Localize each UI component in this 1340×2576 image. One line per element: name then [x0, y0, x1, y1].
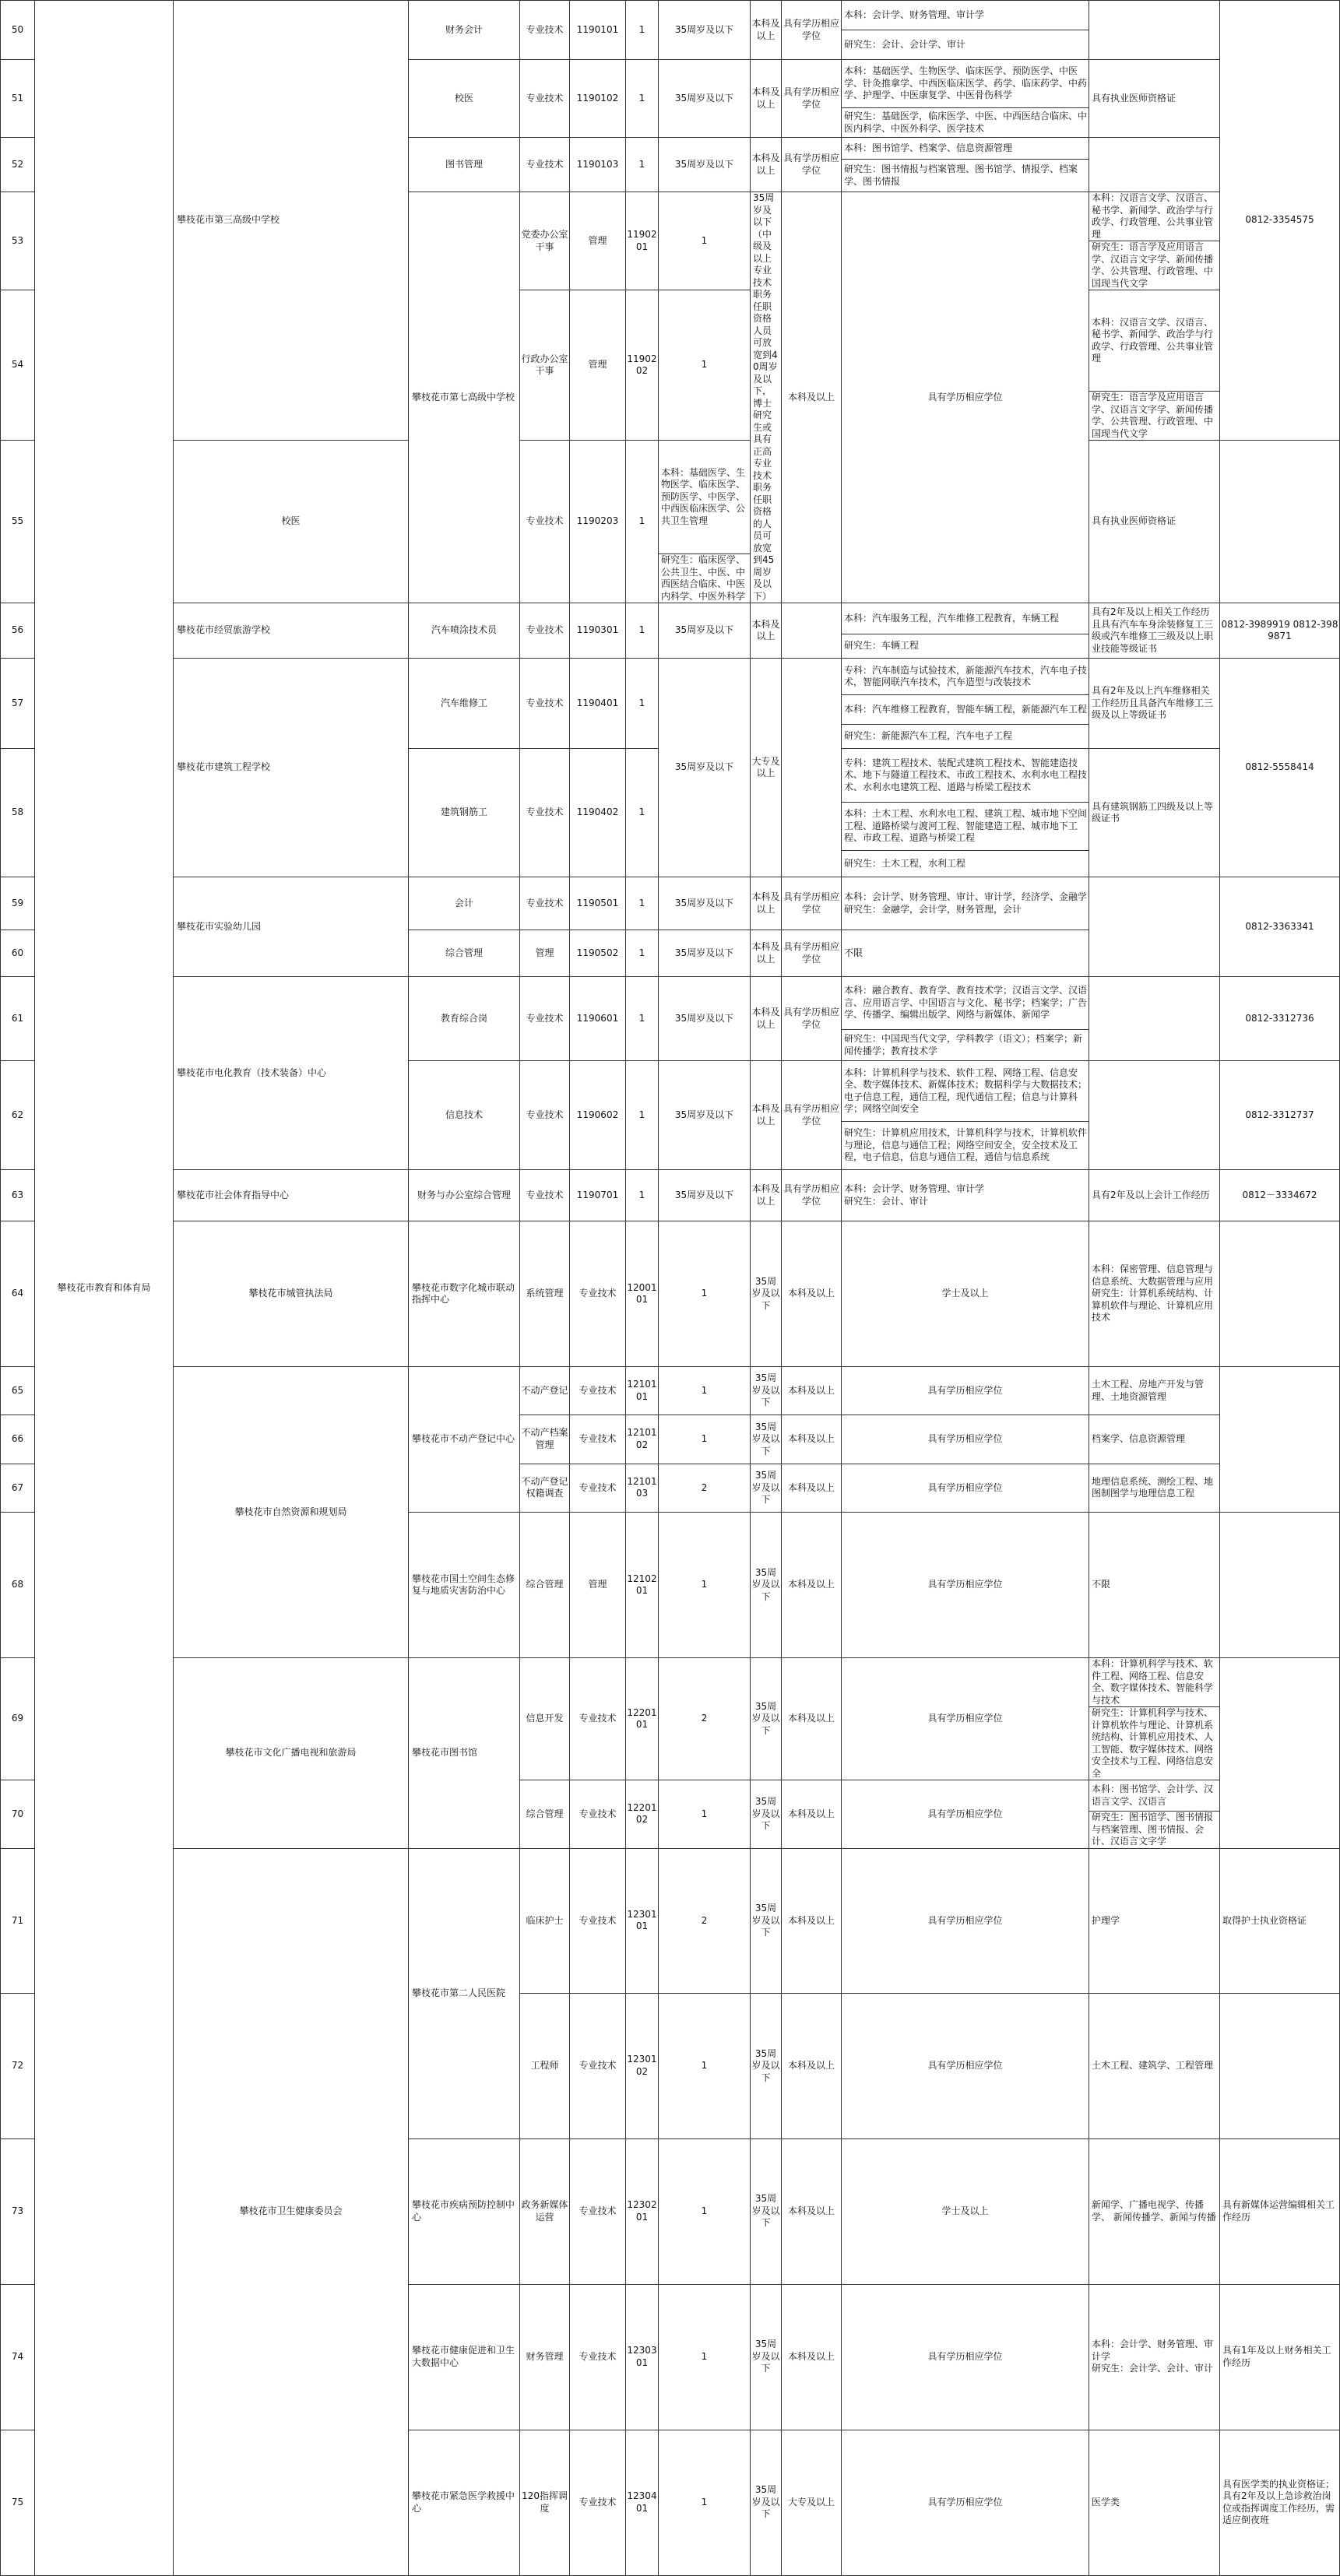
major: 专科：建筑工程技术、装配式建筑工程技术、智能建造技术、地下与隧道工程技术、市政工程技术、水利水电工程技术、水利水电建筑工程、道路与桥梁工程技术: [842, 749, 1089, 803]
post-count: 2: [659, 1658, 751, 1780]
major: [1089, 1221, 1220, 1367]
post-code: 1190602: [570, 1061, 626, 1170]
age-limit: 35周岁及以下: [659, 603, 751, 659]
major-line: 研究生：会计学、会计、审计: [1092, 2363, 1214, 2374]
post-name: 临床护士: [520, 1848, 570, 1994]
post-type: 专业技术: [520, 441, 570, 603]
major: 研究生：新能源汽车工程，汽车电子工程: [842, 725, 1089, 749]
unit-name: 攀枝花市建筑工程学校: [174, 659, 409, 877]
major-line: 研究生：金融学，会计学，财务管理，会计: [844, 903, 1022, 915]
education: 本科及以上: [782, 1367, 842, 1415]
post-count: 2: [659, 1848, 751, 1994]
post-count: 1: [626, 1061, 659, 1170]
age-limit: 35周岁及以下: [751, 1367, 782, 1415]
dept-name: 攀枝花市卫生健康委员会: [174, 1848, 409, 2575]
row-no: 51: [1, 60, 35, 138]
major-line: 研究生：计算机系统结构、计算机软件与理论、计算机应用技术: [1092, 1288, 1214, 1323]
post-type: 专业技术: [570, 1994, 626, 2139]
post-code: 1230201: [626, 2138, 659, 2284]
post-code: 1190201: [626, 192, 659, 290]
post-count: 1: [626, 603, 659, 659]
degree: 具有学历相应学位: [842, 2430, 1089, 2575]
post-name: 财务管理: [520, 2284, 570, 2430]
degree: 学士及以上: [842, 1221, 1089, 1367]
row-no: 54: [1, 290, 35, 441]
post-type: 管理: [520, 930, 570, 977]
age-limit: 35周岁及以下: [659, 659, 751, 877]
row-no: 70: [1, 1780, 35, 1849]
post-type: 专业技术: [570, 2284, 626, 2430]
age-limit: 35周岁及以下: [659, 930, 751, 977]
post-type: 管理: [570, 192, 626, 290]
post-count: 1: [626, 877, 659, 930]
post-count: 1: [626, 441, 659, 603]
post-name: 财务与办公室综合管理: [409, 1170, 520, 1221]
row-no: 53: [1, 192, 35, 290]
major: [842, 877, 1089, 930]
major: 专科：汽车制造与试验技术，新能源汽车技术，汽车电子技术，智能网联汽车技术，汽车造型与改装技术: [842, 659, 1089, 695]
age-limit: 35周岁及以下: [659, 1170, 751, 1221]
education: 本科及以上: [782, 1415, 842, 1464]
post-name: 行政办公室干事: [520, 290, 570, 441]
post-name: 综合管理: [520, 1780, 570, 1849]
post-type: 专业技术: [520, 659, 570, 749]
post-name: 政务新媒体运营: [520, 2138, 570, 2284]
post-type: 专业技术: [520, 603, 570, 659]
major: [842, 1170, 1089, 1221]
post-code: 1210102: [626, 1415, 659, 1464]
degree: 具有学历相应学位: [782, 1170, 842, 1221]
post-name: 财务会计: [409, 1, 520, 60]
unit-name: 攀枝花市第七高级中学校: [409, 192, 520, 603]
major: 地理信息系统、测绘工程、地图制图学与地理信息工程: [1089, 1464, 1220, 1512]
major: 本科：融合教育、教育学、教育技术学；汉语言文学、汉语言、应用语言学、中国语言与文化、秘书学；档案学；广告学、传播学、编辑出版学、网络与新媒体、新闻学: [842, 977, 1089, 1030]
other-req: 具有执业医师资格证: [1089, 441, 1220, 603]
degree: 具有学历相应学位: [842, 1994, 1089, 2139]
post-count: 1: [659, 1994, 751, 2139]
other-req: [1220, 1658, 1340, 1849]
row-no: 68: [1, 1513, 35, 1658]
row-no: 50: [1, 1, 35, 60]
age-limit: 35周岁及以下: [751, 1658, 782, 1780]
degree: 具有学历相应学位: [782, 1061, 842, 1170]
post-count: 1: [659, 1513, 751, 1658]
unit-name: 攀枝花市电化教育（技术装备）中心: [174, 977, 409, 1170]
row-no: 60: [1, 930, 35, 977]
post-code: 1190203: [570, 441, 626, 603]
major: 本科：会计学、财务管理、审计学: [842, 1, 1089, 30]
degree: 具有学历相应学位: [842, 1658, 1089, 1780]
post-name: 信息开发: [520, 1658, 570, 1780]
post-count: 1: [659, 1367, 751, 1415]
dept-name: 攀枝花市文化广播电视和旅游局: [174, 1658, 409, 1849]
age-limit: 35周岁及以下: [751, 2284, 782, 2430]
post-code: 1190701: [570, 1170, 626, 1221]
post-type: 专业技术: [570, 1848, 626, 1994]
age-limit: 35周岁及以下: [659, 1061, 751, 1170]
degree: 具有学历相应学位: [842, 1464, 1089, 1512]
education: 大专及以上: [782, 2430, 842, 2575]
other-req: [1220, 1513, 1340, 1658]
post-count: 1: [659, 1780, 751, 1849]
post-count: 1: [659, 290, 751, 441]
row-no: 64: [1, 1221, 35, 1367]
row-no: 61: [1, 977, 35, 1061]
education: 本科及以上: [751, 930, 782, 977]
post-name: 汽车维修工: [409, 659, 520, 749]
contact-phone: 0812-3363341: [1220, 877, 1340, 977]
row-no: 62: [1, 1061, 35, 1170]
education: 大专及以上: [751, 659, 782, 877]
age-limit: 35周岁及以下: [751, 1994, 782, 2139]
major: 本科：土木工程、水利水电工程、建筑工程、城市地下空间工程、道路桥梁与渡河工程、智能建造工程、城市地下工程、市政工程、道路与桥梁工程: [842, 803, 1089, 851]
row-no: 65: [1, 1367, 35, 1415]
major: 本科：图书馆学、会计学、汉语言文学、汉语言: [1089, 1780, 1220, 1812]
major: 研究生：图书情报与档案管理、图书馆学、情报学、档案学、图书情报: [842, 160, 1089, 192]
post-code: 1230102: [626, 1994, 659, 2139]
post-code: 1190301: [570, 603, 626, 659]
row-no: 57: [1, 659, 35, 749]
major: 研究生：会计、会计学、审计: [842, 30, 1089, 60]
major: 本科：基础医学、生物医学、临床医学、预防医学、中医学、中西医临床医学、公共卫生管理: [659, 441, 751, 554]
degree: [782, 603, 842, 659]
major: 研究生：临床医学、公共卫生、中医、中西医结合临床、中医内科学、中医外科学: [659, 554, 751, 603]
other-req: 具有新媒体运营编辑相关工作经历: [1220, 2138, 1340, 2284]
post-count: 1: [659, 2284, 751, 2430]
age-limit: 35周岁及以下: [751, 2430, 782, 2575]
major: 土木工程、建筑学、工程管理: [1089, 1994, 1220, 2139]
unit-name: 攀枝花市经贸旅游学校: [174, 603, 409, 659]
age-limit: 35周岁及以下: [751, 1464, 782, 1512]
major: 医学类: [1089, 2430, 1220, 2575]
post-code: 1190501: [570, 877, 626, 930]
age-limit: 35周岁及以下: [659, 977, 751, 1061]
post-type: 专业技术: [570, 2430, 626, 2575]
degree: 具有学历相应学位: [842, 1848, 1089, 1994]
degree: 具有学历相应学位: [842, 1415, 1089, 1464]
post-code: 1210103: [626, 1464, 659, 1512]
education: 本科及以上: [751, 877, 782, 930]
education: 本科及以上: [782, 1848, 842, 1994]
post-count: 1: [659, 192, 751, 290]
major: 研究生：中国现当代文学，学科教学（语文）；档案学；新闻传播学；教育技术学: [842, 1030, 1089, 1061]
degree: 具有学历相应学位: [842, 1513, 1089, 1658]
degree: 具有学历相应学位: [782, 1, 842, 60]
education: 本科及以上: [782, 1513, 842, 1658]
age-limit: 35周岁及以下: [659, 877, 751, 930]
degree: 具有学历相应学位: [782, 930, 842, 977]
education: 本科及以上: [782, 1464, 842, 1512]
dept-name: 攀枝花市自然资源和规划局: [174, 1367, 409, 1658]
post-name: 图书管理: [409, 138, 520, 192]
education: 本科及以上: [782, 1658, 842, 1780]
post-name: 不动产登记: [520, 1367, 570, 1415]
post-name: 会计: [409, 877, 520, 930]
degree: 学士及以上: [842, 2138, 1089, 2284]
other-req: [1220, 1994, 1340, 2139]
unit-name: 攀枝花市图书馆: [409, 1658, 520, 1849]
other-req: [1220, 1221, 1340, 1367]
post-count: 1: [626, 749, 659, 877]
row-no: 56: [1, 603, 35, 659]
major-line: 研究生：会计、审计: [844, 1195, 929, 1207]
education: 本科及以上: [782, 1780, 842, 1849]
post-count: 1: [659, 2138, 751, 2284]
unit-name: 攀枝花市第二人民医院: [409, 1848, 520, 2138]
major: [1089, 2284, 1220, 2430]
post-type: 专业技术: [570, 1367, 626, 1415]
major: 研究生：计算机科学与技术、计算机软件与理论、计算机系统结构、计算机应用技术、人工智能、数字媒体技术、网络安全技术与工程、网络信息安全: [1089, 1707, 1220, 1780]
unit-name: 攀枝花市实验幼儿园: [174, 877, 409, 977]
major-line: 本科：会计学、财务管理、审计学: [1092, 2339, 1214, 2362]
unit-name: 攀枝花市不动产登记中心: [409, 1367, 520, 1513]
post-count: 1: [626, 659, 659, 749]
row-no: 72: [1, 1994, 35, 2139]
dept-name: 攀枝花市城管执法局: [174, 1221, 409, 1367]
education: 本科及以上: [782, 1221, 842, 1367]
post-type: 专业技术: [520, 60, 570, 138]
other-req: 具有执业医师资格证: [1089, 60, 1220, 138]
dept-name: 攀枝花市教育和体育局: [35, 1, 174, 2576]
post-name: 综合管理: [409, 930, 520, 977]
post-code: 1230401: [626, 2430, 659, 2575]
education: 本科及以上: [782, 192, 842, 603]
age-limit: 35周岁及以下: [751, 2138, 782, 2284]
post-name: 工程师: [520, 1994, 570, 2139]
post-type: 专业技术: [520, 977, 570, 1061]
post-code: 1190101: [570, 1, 626, 60]
post-count: 1: [659, 1415, 751, 1464]
post-type: 专业技术: [520, 877, 570, 930]
education: 本科及以上: [751, 1, 782, 60]
post-count: 1: [626, 138, 659, 192]
unit-name: 攀枝花市国土空间生态修复与地质灾害防治中心: [409, 1513, 520, 1658]
other-req: [1089, 1061, 1220, 1170]
education: 本科及以上: [751, 1170, 782, 1221]
post-code: 1230301: [626, 2284, 659, 2430]
post-code: 1190502: [570, 930, 626, 977]
degree: 具有学历相应学位: [842, 192, 1089, 603]
degree: 具有学历相应学位: [782, 977, 842, 1061]
age-limit: 35周岁及以下: [751, 1780, 782, 1849]
post-name: 系统管理: [520, 1221, 570, 1367]
post-type: 专业技术: [520, 1061, 570, 1170]
contact-phone: 0812-3312737: [1220, 1061, 1340, 1170]
post-code: 1190601: [570, 977, 626, 1061]
post-type: 专业技术: [520, 1, 570, 60]
age-limit: 35周岁及以下: [659, 60, 751, 138]
degree: 具有学历相应学位: [782, 60, 842, 138]
post-code: 1210101: [626, 1367, 659, 1415]
major: 不限: [842, 930, 1089, 977]
major: 本科：计算机科学与技术、软件工程、网络工程、信息安全、数字媒体技术、智能科学与技术: [1089, 1658, 1220, 1707]
post-code: 1200101: [626, 1221, 659, 1367]
post-code: 1190402: [570, 749, 626, 877]
post-name: 建筑钢筋工: [409, 749, 520, 877]
education: 本科及以上: [751, 1061, 782, 1170]
major: 研究生：基础医学，临床医学、中医、中西医结合临床、中医内科学、中医外科学、医学技术: [842, 108, 1089, 138]
post-count: 1: [659, 2430, 751, 2575]
major: 研究生：计算机应用技术，计算机科学与技术，计算机软件与理论，信息与通信工程；网络空间安全，安全技术及工程，电子信息，信息与通信工程，通信与信息系统: [842, 1122, 1089, 1170]
post-code: 1190102: [570, 60, 626, 138]
post-count: 1: [626, 1170, 659, 1221]
post-type: 专业技术: [570, 1415, 626, 1464]
post-count: 1: [626, 1, 659, 60]
post-type: 管理: [570, 1513, 626, 1658]
post-code: 1190103: [570, 138, 626, 192]
post-type: 管理: [570, 290, 626, 441]
post-name: 120指挥调度: [520, 2430, 570, 2575]
other-req: 具有1年及以上财务相关工作经历: [1220, 2284, 1340, 2430]
post-type: 专业技术: [520, 749, 570, 877]
post-type: 专业技术: [520, 1170, 570, 1221]
major: 本科：汽车服务工程，汽车维修工程教育，车辆工程: [842, 603, 1089, 634]
age-limit: 35周岁及以下: [659, 138, 751, 192]
education: 本科及以上: [751, 60, 782, 138]
major-line: 本科：会计学、财务管理、审计学: [844, 1183, 985, 1194]
post-code: 1190202: [626, 290, 659, 441]
other-req: [1220, 1367, 1340, 1513]
post-type: 专业技术: [570, 2138, 626, 2284]
unit-name: 攀枝花市社会体育指导中心: [174, 1170, 409, 1221]
degree: [782, 659, 842, 877]
degree: 具有学历相应学位: [782, 877, 842, 930]
row-no: 55: [1, 441, 35, 603]
post-code: 1210201: [626, 1513, 659, 1658]
other-req: 具有2年及以上汽车维修相关工作经历且具备汽车维修工三级及以上等级证书: [1089, 659, 1220, 749]
major: 研究生：图书馆学、图书情报与档案管理、图书情报、会计、汉语言文字学: [1089, 1812, 1220, 1849]
post-count: 1: [626, 977, 659, 1061]
major: 研究生：语言学及应用语言学、汉语言文字学、新闻传播学、公共管理、行政管理、中国现当代文学: [1089, 241, 1220, 290]
post-name: 综合管理: [520, 1513, 570, 1658]
post-name: 校医: [174, 441, 409, 603]
row-no: 75: [1, 2430, 35, 2575]
major: 本科：计算机科学与技术、软件工程、网络工程、信息安全、数字媒体技术、新媒体技术；数据科学与大数据技术；电子信息工程，通信工程，现代通信工程；信息与计算科学；网络空间安全: [842, 1061, 1089, 1122]
other-req: 具有2年及以上会计工作经历: [1089, 1170, 1220, 1221]
unit-name: 攀枝花市紧急医学救援中心: [409, 2430, 520, 2575]
unit-name: 攀枝花市健康促进和卫生大数据中心: [409, 2284, 520, 2430]
post-count: 1: [626, 60, 659, 138]
contact-phone: 0812-3989919 0812-3989871: [1220, 603, 1340, 659]
post-count: 1: [626, 930, 659, 977]
post-code: 1220102: [626, 1780, 659, 1849]
education: 本科及以上: [751, 977, 782, 1061]
education: 本科及以上: [782, 2138, 842, 2284]
major: 新闻学、广播电视学、传播学、 新闻传播学、新闻与传播: [1089, 2138, 1220, 2284]
post-count: 2: [659, 1464, 751, 1512]
major-line: 本科：保密管理、信息管理与信息系统、大数据管理与应用: [1092, 1263, 1214, 1287]
unit-name: 攀枝花市数字化城市联动指挥中心: [409, 1221, 520, 1367]
post-name: 不动产档案管理: [520, 1415, 570, 1464]
post-type: 专业技术: [570, 1464, 626, 1512]
unit-name: 攀枝花市第三高级中学校: [174, 1, 409, 441]
major: 土木工程、房地产开发与管理、土地资源管理: [1089, 1367, 1220, 1415]
age-limit: 35周岁及以下: [751, 1221, 782, 1367]
post-type: 专业技术: [570, 1221, 626, 1367]
other-req: 具有2年及以上相关工作经历且具有汽车车身涂装修复工三级或汽车维修工三级及以上职业技能等级证书: [1089, 603, 1220, 659]
post-type: 专业技术: [570, 1780, 626, 1849]
degree: 具有学历相应学位: [842, 1367, 1089, 1415]
post-name: 信息技术: [409, 1061, 520, 1170]
education: 本科及以上: [782, 1994, 842, 2139]
post-name: 校医: [409, 60, 520, 138]
major: 本科：汽车维修工程教育，智能车辆工程，新能源汽车工程: [842, 695, 1089, 725]
row-no: 63: [1, 1170, 35, 1221]
age-limit: 35周岁及以下: [751, 1415, 782, 1464]
post-name: 汽车喷涂技术员: [409, 603, 520, 659]
major: 本科：基础医学、生物医学、临床医学、预防医学、中医学、针灸推拿学、中西医临床医学、药学、临床药学、中药学、护理学、中医康复学、中医骨伤科学: [842, 60, 1089, 108]
post-code: 1230101: [626, 1848, 659, 1994]
post-count: 1: [659, 1221, 751, 1367]
contact-phone: 0812－3334672: [1220, 1170, 1340, 1221]
row-no: 66: [1, 1415, 35, 1464]
major: 研究生：语言学及应用语言学、汉语言文字学、新闻传播学、公共管理、行政管理、中国现当代文学: [1089, 392, 1220, 441]
education: 本科及以上: [782, 2284, 842, 2430]
major: 本科：汉语言文学、汉语言、秘书学、新闻学、政治学与行政学、行政管理、公共事业管理: [1089, 290, 1220, 392]
major: 本科：汉语言文学、汉语言、秘书学、新闻学、政治学与行政学、行政管理、公共事业管理: [1089, 192, 1220, 241]
row-no: 71: [1, 1848, 35, 1994]
post-code: 1190401: [570, 659, 626, 749]
row-no: 59: [1, 877, 35, 930]
degree: 具有学历相应学位: [842, 1780, 1089, 1849]
other-req: [1089, 138, 1220, 192]
major: 研究生：车辆工程: [842, 634, 1089, 659]
other-req: [1089, 1, 1220, 60]
row-no: 74: [1, 2284, 35, 2430]
row-no: 67: [1, 1464, 35, 1512]
age-limit: 35周岁及以下: [751, 1848, 782, 1994]
age-limit: 35周岁及以下: [751, 1513, 782, 1658]
major: 护理学: [1089, 1848, 1220, 1994]
major: 不限: [1089, 1513, 1220, 1658]
major: 研究生：土木工程，水利工程: [842, 851, 1089, 877]
degree: 具有学历相应学位: [782, 138, 842, 192]
row-no: 73: [1, 2138, 35, 2284]
unit-name: 攀枝花市疾病预防控制中心: [409, 2138, 520, 2284]
contact-phone: 0812-5558414: [1220, 659, 1340, 877]
degree: 具有学历相应学位: [842, 2284, 1089, 2430]
post-name: 党委办公室干事: [520, 192, 570, 290]
post-type: 专业技术: [570, 1658, 626, 1780]
row-no: 52: [1, 138, 35, 192]
row-no: 69: [1, 1658, 35, 1780]
education: 本科及以上: [751, 138, 782, 192]
row-no: 58: [1, 749, 35, 877]
age-limit: 35周岁及以下: [659, 1, 751, 60]
major: 档案学、信息资源管理: [1089, 1415, 1220, 1464]
other-req: [1089, 977, 1220, 1061]
post-name: 不动产登记权籍调查: [520, 1464, 570, 1512]
other-req: 取得护士执业资格证: [1220, 1848, 1340, 1994]
post-type: 专业技术: [520, 138, 570, 192]
other-req: [1089, 877, 1220, 977]
contact-phone: 0812-3312736: [1220, 977, 1340, 1061]
education: 本科及以上: [751, 603, 782, 659]
post-name: 教育综合岗: [409, 977, 520, 1061]
contact-phone: 0812-3354575: [1220, 1, 1340, 441]
major: 本科：图书馆学、档案学、信息资源管理: [842, 138, 1089, 160]
major-line: 本科：会计学、财务管理、审计、审计学，经济学、金融学: [844, 891, 1088, 902]
other-req: 具有医学类的执业资格证；具有2年及以上急诊救治岗位或指挥调度工作经历，需适应倒夜班: [1220, 2430, 1340, 2575]
age-limit: 35周岁及以下（中级及以上专业技术职务任职资格人员可放宽到40周岁及以下，博士研究生或具有正高专业技术职务任职资格的人员可放宽到45周岁及以下）: [751, 192, 782, 603]
post-code: 1220101: [626, 1658, 659, 1780]
other-req: 具有建筑钢筋工四级及以上等级证书: [1089, 749, 1220, 877]
